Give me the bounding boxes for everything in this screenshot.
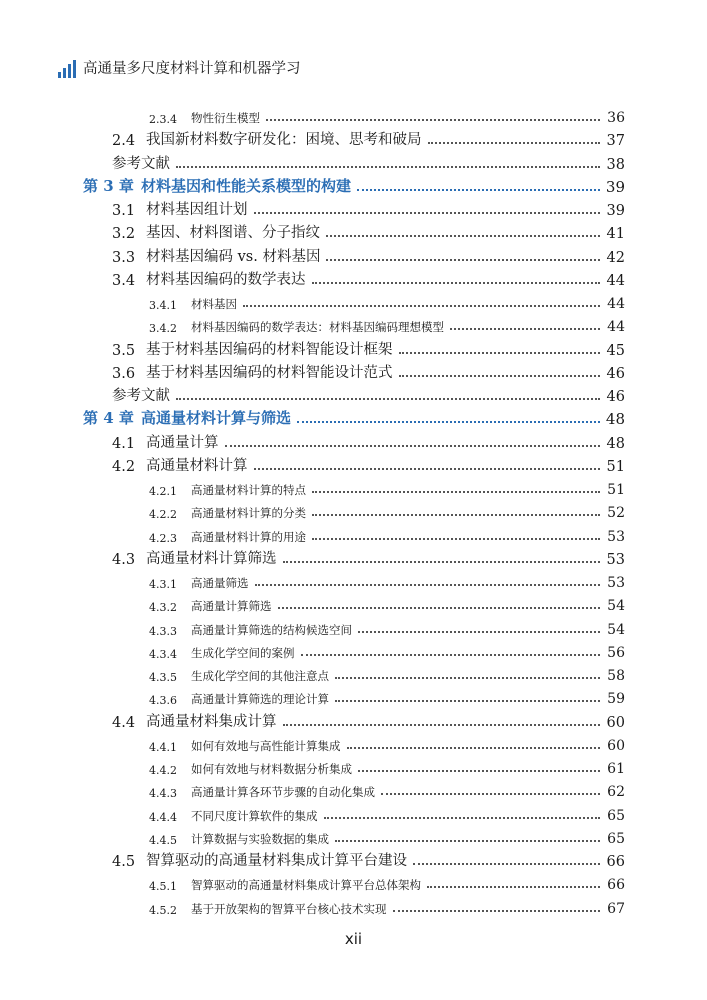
- toc-entry[interactable]: [0, 546, 707, 568]
- toc-entry[interactable]: [0, 220, 707, 242]
- dot-leader: [255, 583, 601, 586]
- toc-entry-page: 53: [607, 528, 625, 545]
- toc-entry-page: 54: [607, 598, 625, 615]
- dot-leader: [297, 420, 600, 423]
- toc-entry-page: 65: [607, 830, 625, 847]
- dot-leader: [243, 304, 600, 307]
- toc-entry-title: 高通量计算筛选的理论计算: [191, 692, 329, 707]
- toc-entry-title: 高通量计算筛选的结构候选空间: [191, 622, 352, 637]
- toc-entry[interactable]: [0, 127, 707, 149]
- toc-entry-title: 材料基因组计划: [146, 202, 248, 218]
- dot-leader: [301, 653, 601, 656]
- toc-entry[interactable]: [0, 825, 707, 847]
- toc-entry[interactable]: [0, 778, 707, 800]
- dot-leader: [312, 537, 600, 540]
- dot-leader: [254, 467, 601, 470]
- dot-leader: [335, 676, 600, 679]
- toc-entry[interactable]: [0, 685, 707, 707]
- toc-entry-title: 参考文献: [112, 388, 170, 404]
- toc-entry-title: 如何有效地与材料数据分析集成: [191, 762, 352, 776]
- toc-entry-number: 4.3.3: [149, 624, 177, 638]
- toc-entry-page: 48: [605, 410, 625, 429]
- toc-entry-title: 材料基因和性能关系模型的构建: [141, 176, 352, 195]
- toc-entry-title: 参考文献: [112, 155, 170, 172]
- toc-entry-title: 材料基因编码 vs. 材料基因: [146, 248, 321, 265]
- toc-entry[interactable]: [0, 616, 707, 638]
- toc-entry-number: 4.1: [112, 435, 136, 452]
- toc-entry-number: 3.2: [112, 226, 136, 243]
- toc-entry-page: 58: [607, 668, 625, 684]
- toc-entry[interactable]: [0, 267, 707, 289]
- toc-entry[interactable]: [0, 360, 707, 382]
- toc-entry-number: 4.2.1: [149, 485, 177, 498]
- toc-entry-number: 4.3.6: [149, 694, 177, 708]
- toc-entry-page: 67: [607, 900, 625, 917]
- toc-entry-title: 基于材料基因编码的材料智能设计框架: [146, 341, 393, 358]
- dot-leader: [312, 490, 600, 493]
- page-number: xii: [344, 930, 363, 948]
- toc-entry-number: 3.4: [112, 272, 136, 289]
- toc-entry-page: 66: [607, 877, 625, 894]
- toc-entry[interactable]: [0, 569, 707, 591]
- toc-entry-page: 41: [606, 226, 625, 243]
- toc-entry-page: 56: [607, 644, 625, 661]
- dot-leader: [312, 513, 600, 516]
- dot-leader: [225, 444, 601, 447]
- dot-leader: [266, 118, 600, 121]
- toc-entry-page: 62: [607, 784, 625, 801]
- toc-entry-number: 4.4.5: [149, 833, 177, 847]
- toc-entry[interactable]: [0, 290, 707, 312]
- toc-entry-number: 4.4.1: [149, 740, 177, 754]
- toc-entry-number: 3.4.2: [149, 322, 177, 336]
- toc-entry-page: 54: [607, 621, 625, 638]
- toc-entry-page: 46: [606, 389, 625, 405]
- dot-leader: [283, 560, 601, 563]
- toc-entry-number: 3.4.1: [149, 299, 177, 312]
- toc-entry[interactable]: [0, 662, 707, 684]
- toc-entry-title: 高通量材料计算与筛选: [141, 409, 292, 428]
- toc-entry-page: 44: [606, 272, 625, 289]
- dot-leader: [335, 699, 600, 702]
- toc-entry-page: 60: [606, 714, 625, 731]
- toc-entry-title: 材料基因: [191, 297, 237, 311]
- toc-entry-page: 45: [606, 342, 625, 359]
- toc-entry-number: 4.3.2: [149, 601, 177, 615]
- toc-entry[interactable]: [0, 197, 707, 219]
- toc-entry-number: 4.4.3: [149, 787, 177, 801]
- toc-entry-title: 高通量计算各环节步骤的自动化集成: [191, 785, 375, 800]
- toc-entry-number: 4.5.2: [149, 903, 177, 917]
- toc-entry-title: 高通量材料计算的用途: [191, 529, 306, 544]
- dot-leader: [381, 792, 600, 795]
- book-title: 高通量多尺度材料计算和机器学习: [83, 61, 301, 77]
- toc-entry-title: 高通量计算筛选: [191, 599, 272, 614]
- toc-entry-number: 4.2: [112, 458, 136, 475]
- toc-entry-title: 生成化学空间的案例: [191, 645, 295, 660]
- toc-entry-number: 第 3 章: [83, 176, 134, 195]
- dot-leader: [413, 862, 600, 865]
- toc-entry-number: 2.4: [112, 133, 136, 150]
- toc-entry-title: 高通量材料计算的分类: [191, 506, 306, 521]
- toc-entry-title: 基于开放架构的智算平台核心技术实现: [191, 901, 387, 916]
- dot-leader: [358, 630, 600, 633]
- toc-entry[interactable]: [0, 383, 707, 405]
- toc-entry-number: 3.3: [112, 249, 136, 266]
- toc-entry-page: 39: [606, 203, 625, 219]
- toc-entry-number: 4.2.3: [149, 531, 177, 545]
- toc-entry[interactable]: [0, 709, 707, 731]
- toc-entry-number: 4.3.1: [149, 578, 177, 591]
- toc-entry[interactable]: [0, 523, 707, 545]
- toc-entry-page: 44: [607, 296, 625, 312]
- bar-chart-logo-icon: [58, 60, 76, 78]
- toc-entry-page: 51: [607, 482, 625, 498]
- toc-entry-page: 61: [607, 761, 625, 777]
- dot-leader: [324, 816, 601, 819]
- toc-entry-title: 高通量材料计算: [146, 457, 248, 474]
- toc-entry[interactable]: [0, 430, 707, 452]
- toc-entry-page: 42: [606, 249, 625, 266]
- toc-entry[interactable]: [0, 104, 707, 126]
- toc-entry[interactable]: [0, 406, 707, 428]
- toc-entry-page: 66: [606, 854, 625, 870]
- toc-entry[interactable]: [0, 592, 707, 614]
- toc-entry-title: 计算数据与实验数据的集成: [191, 831, 329, 846]
- toc-entry[interactable]: [0, 732, 707, 754]
- toc-entry[interactable]: [0, 313, 707, 335]
- toc-entry[interactable]: [0, 476, 707, 498]
- dot-leader: [326, 258, 600, 261]
- toc-entry-title: 高通量材料计算的特点: [191, 483, 306, 497]
- toc-entry[interactable]: [0, 151, 707, 173]
- dot-leader: [399, 351, 601, 354]
- toc-entry-page: 36: [607, 110, 625, 126]
- toc-entry-number: 4.3.5: [149, 671, 177, 684]
- toc-entry-number: 4.2.2: [149, 508, 177, 522]
- toc-entry[interactable]: [0, 895, 707, 917]
- toc-entry-page: 48: [606, 435, 625, 452]
- toc-entry-number: 4.3.4: [149, 647, 177, 661]
- dot-leader: [427, 885, 600, 888]
- dot-leader: [399, 374, 601, 377]
- toc-entry[interactable]: [0, 802, 707, 824]
- toc-entry-title: 智算驱动的高通量材料集成计算平台建设: [146, 853, 407, 869]
- dot-leader: [176, 397, 600, 400]
- toc-entry-number: 4.3: [112, 551, 136, 568]
- dot-leader: [335, 839, 600, 842]
- dot-leader: [358, 769, 600, 772]
- toc-entry[interactable]: [0, 755, 707, 777]
- toc-entry-title: 物性衍生模型: [191, 111, 260, 125]
- toc-entry-page: 53: [607, 575, 625, 591]
- toc-entry-title: 基因、材料图谱、分子指纹: [146, 225, 320, 242]
- toc-entry-number: 4.5.1: [149, 880, 177, 894]
- toc-entry-title: 我国新材料数字研发化：困境、思考和破局: [146, 132, 422, 149]
- toc-entry[interactable]: [0, 244, 707, 266]
- toc-entry-page: 39: [605, 177, 625, 196]
- toc-entry-number: 4.5: [112, 854, 136, 870]
- toc-entry[interactable]: [0, 639, 707, 661]
- toc-entry[interactable]: [0, 453, 707, 475]
- toc-entry-page: 65: [607, 807, 625, 824]
- dot-leader: [357, 188, 600, 191]
- dot-leader: [393, 909, 601, 912]
- toc-entry-title: 基于材料基因编码的材料智能设计范式: [146, 364, 393, 381]
- dot-leader: [312, 281, 601, 284]
- running-header: [58, 54, 658, 78]
- toc-entry-number: 3.5: [112, 342, 136, 359]
- dot-leader: [326, 234, 600, 237]
- toc-entry-number: 第 4 章: [83, 409, 134, 428]
- dot-leader: [254, 211, 601, 214]
- toc-entry-title: 材料基因编码的数学表达: [146, 271, 306, 288]
- toc-entry-page: 53: [606, 551, 625, 568]
- toc-entry-title: 材料基因编码的数学表达：材料基因编码理想模型: [191, 320, 444, 335]
- toc-entry-title: 智算驱动的高通量材料集成计算平台总体架构: [191, 878, 421, 893]
- toc-entry-page: 60: [607, 737, 625, 754]
- toc-entry[interactable]: [0, 848, 707, 870]
- toc-entry[interactable]: [0, 499, 707, 521]
- toc-entry-page: 44: [607, 319, 625, 336]
- toc-entry-title: 高通量计算: [146, 434, 219, 451]
- toc-entry-title: 高通量材料计算筛选: [146, 550, 277, 567]
- toc-entry-number: 4.4.2: [149, 764, 177, 777]
- dot-leader: [450, 327, 600, 330]
- toc-entry-number: 2.3.4: [149, 113, 177, 126]
- dot-leader: [283, 723, 601, 726]
- dot-leader: [278, 606, 601, 609]
- toc-entry[interactable]: [0, 337, 707, 359]
- toc-entry-number: 4.4: [112, 714, 136, 731]
- toc-entry-title: 生成化学空间的其他注意点: [191, 669, 329, 683]
- toc-entry-number: 3.1: [112, 203, 136, 219]
- toc-entry-page: 59: [607, 691, 625, 708]
- toc-entry-title: 如何有效地与高性能计算集成: [191, 738, 341, 753]
- toc-entry-page: 51: [606, 458, 625, 475]
- toc-entry-page: 52: [607, 505, 625, 522]
- toc-entry-title: 高通量筛选: [191, 576, 249, 590]
- toc-entry-number: 4.4.4: [149, 810, 177, 824]
- toc-entry[interactable]: [0, 174, 707, 196]
- toc-entry-page: 37: [606, 133, 625, 150]
- toc-entry-page: 38: [606, 156, 625, 173]
- toc-entry-title: 不同尺度计算软件的集成: [191, 808, 318, 823]
- toc-entry-page: 46: [606, 365, 625, 382]
- dot-leader: [176, 165, 600, 168]
- dot-leader: [428, 141, 601, 144]
- toc-entry[interactable]: [0, 871, 707, 893]
- dot-leader: [347, 746, 601, 749]
- toc-entry-title: 高通量材料集成计算: [146, 713, 277, 730]
- toc-entry-number: 3.6: [112, 365, 136, 382]
